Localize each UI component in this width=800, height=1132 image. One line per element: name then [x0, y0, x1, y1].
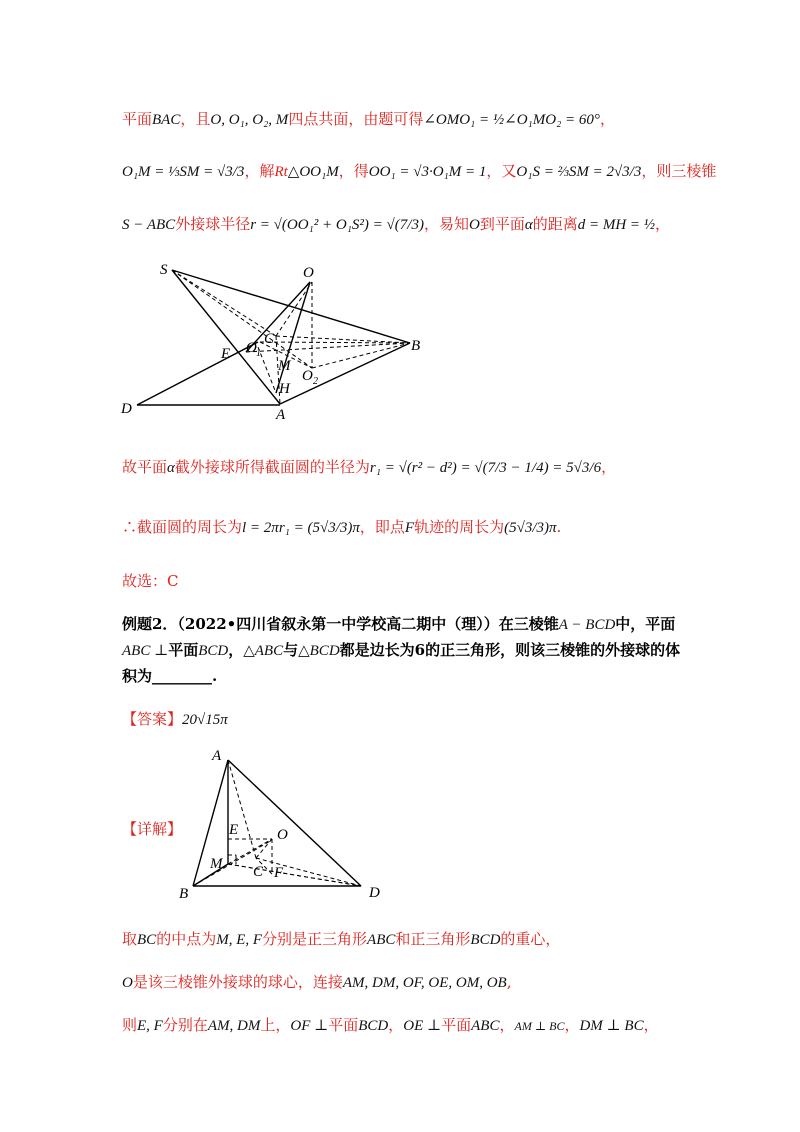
answer-choice-line: 故选：C: [122, 572, 179, 590]
fig1-label-D: D: [121, 401, 132, 417]
answer-label: 【答案】: [122, 710, 183, 728]
fig2-label-E: E: [229, 822, 239, 838]
fig1-label-M: M: [278, 358, 291, 374]
example-2-line-1: 例题2．（2022•四川省叙永第一中学校高二期中（理））在三棱锥A − BCD中，平面: [122, 615, 676, 633]
fig1-label-H: H: [279, 381, 290, 397]
answer-line: [122, 708, 228, 729]
solution-line-5: ∴截面圆的周长为l = 2πr₁ = (5√3/3)π，即点F轨迹的周长为(5√3/3)π.: [122, 518, 562, 536]
fig1-label-O2-sub: 2: [313, 376, 318, 387]
fig1-label-O: O: [303, 265, 314, 281]
solution-line-4: 故平面α截外接球所得截面圆的半径为r₁ = √(r² − d²) = √(7/3 − 1/4) = 5√3/6，: [122, 458, 617, 476]
fig1-label-O1: O: [246, 340, 257, 356]
detail-line-1: 取BC的中点为M, E, F分别是正三角形ABC和正三角形BCD的重心，: [122, 930, 561, 948]
detail-line-2: O是该三棱锥外接球的球心，连接AM, DM, OF, OE, OM, OB,: [122, 973, 512, 991]
fig1-label-O2: O: [302, 368, 313, 384]
fig1-label-O1-sub: 1: [256, 348, 261, 359]
fig2-label-O: O: [277, 827, 288, 843]
example-2-line-3: 积为________.: [122, 667, 218, 685]
fig1-label-S: S: [160, 262, 168, 278]
solution-line-2: O₁M = ⅓SM = √3/3，解Rt△OO₁M，得OO₁ = √3·O₁M = 1，又O₁S = ⅔SM = 2√3/3，则三棱锥: [122, 162, 717, 180]
fig2-label-A: A: [212, 748, 222, 764]
fig2-label-B: B: [179, 886, 189, 902]
answer-value: 20√15π: [182, 712, 228, 728]
fig1-label-C: C: [264, 331, 275, 347]
fig2-label-F: F: [274, 865, 284, 881]
fig1-label-E: E: [221, 346, 231, 362]
fig1-label-A: A: [276, 407, 286, 423]
fig1-label-B: B: [411, 338, 421, 354]
fig2-label-D: D: [369, 885, 380, 901]
example-2-line-2: ABC ⊥平面BCD，△ABC与△BCD都是边长为6的正三角形，则该三棱锥的外接球的体: [122, 641, 681, 659]
solution-line-1: 平面BAC，且O, O₁, O₂, M四点共面，由题可得∠OMO₁ = ½∠O₁MO₂ = 60°，: [122, 110, 615, 128]
fig2-label-M: M: [210, 856, 223, 872]
fig2-label-C: C: [253, 864, 264, 880]
detail-line-3: 则E, F分别在AM, DM上，OF ⊥平面BCD，OE ⊥平面ABC，AM ⊥ BC，DM ⊥ BC，: [122, 1016, 659, 1034]
detail-label: 【详解】: [122, 820, 183, 838]
solution-line-3: S − ABC外接球半径r = √(OO₁² + O₁S²) = √(7/3)，易知O到平面α的距离d = MH = ½，: [122, 215, 671, 233]
